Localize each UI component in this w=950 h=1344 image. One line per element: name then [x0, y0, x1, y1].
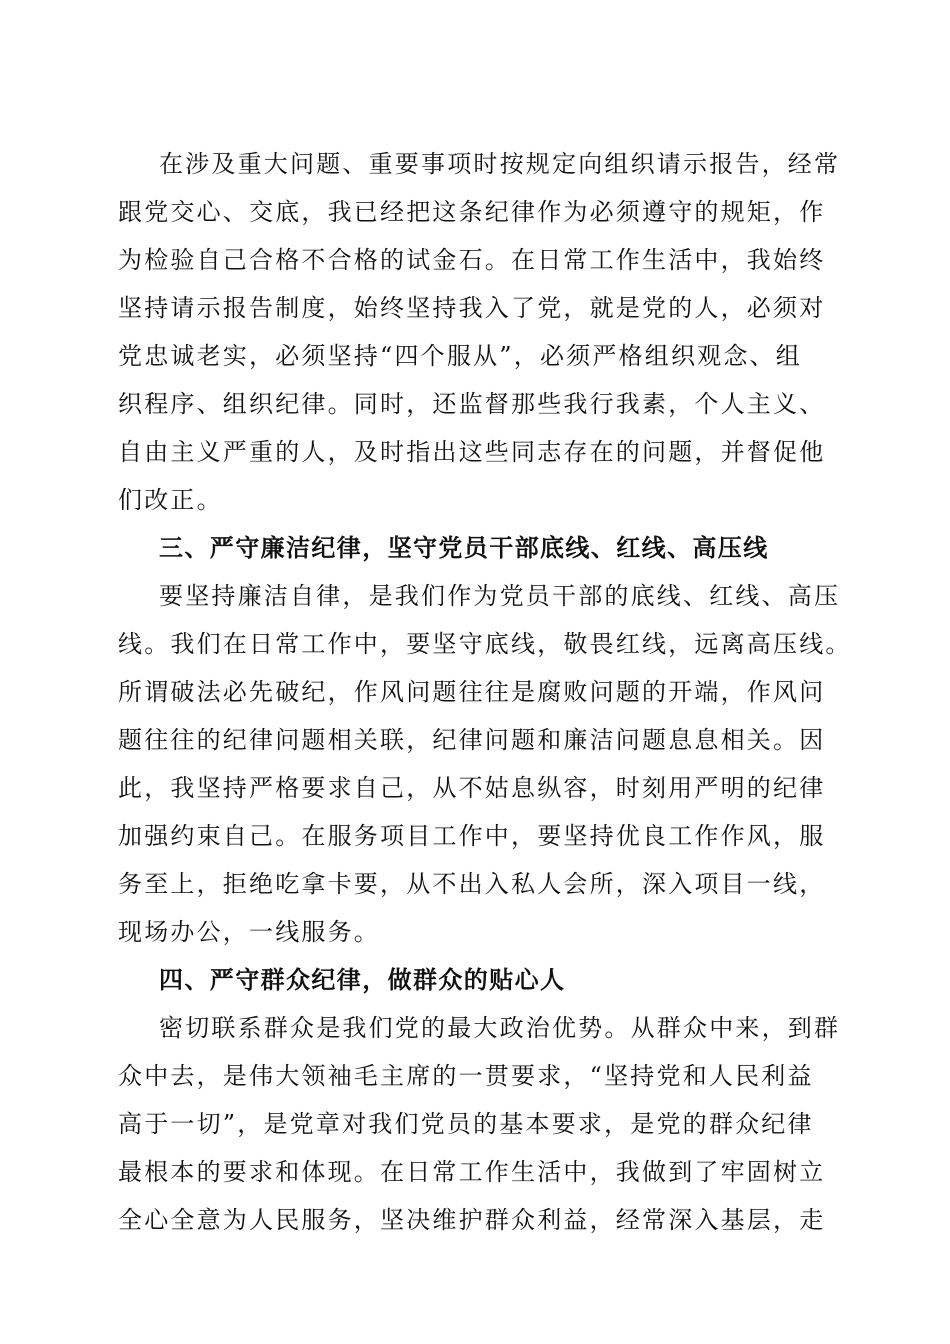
document-body	[118, 140, 852, 1244]
text-line: 最根本的要求和体现。在日常工作生活中，我做到了牢固树立	[118, 1158, 826, 1186]
section-heading-integrity-discipline: 三、严守廉洁纪律，坚守党员干部底线、红线、高压线	[159, 534, 769, 562]
paragraph-integrity-discipline	[118, 572, 852, 956]
text-line: 题往往的纪律问题相关联，纪律问题和廉洁问题息息相关。因	[118, 726, 826, 754]
paragraph-organization-discipline	[118, 140, 841, 524]
text-line: 线。我们在日常工作中，要坚守底线，敬畏红线，远离高压线。	[118, 630, 852, 658]
text-line: 为检验自己合格不合格的试金石。在日常工作生活中，我始终	[118, 246, 826, 274]
text-line: 坚持请示报告制度，始终坚持我入了党，就是党的人，必须对	[118, 294, 826, 322]
text-line: 众中去，是伟大领袖毛主席的一贯要求，“坚持党和人民利益	[118, 1062, 814, 1090]
text-line: 要坚持廉洁自律，是我们作为党员干部的底线、红线、高压	[159, 582, 841, 610]
text-line: 高于一切”，是党章对我们党员的基本要求，是党的群众纪律	[118, 1110, 814, 1138]
paragraph-mass-discipline	[118, 1004, 841, 1244]
text-line: 加强约束自己。在服务项目工作中，要坚持优良工作作风，服	[118, 822, 826, 850]
text-line: 密切联系群众是我们党的最大政治优势。从群众中来，到群	[159, 1014, 841, 1042]
text-line: 跟党交心、交底，我已经把这条纪律作为必须遵守的规矩，作	[118, 198, 826, 226]
text-line: 党忠诚老实，必须坚持“四个服从”，必须严格组织观念、组	[118, 342, 802, 370]
text-line: 全心全意为人民服务，坚决维护群众利益，经常深入基层，走	[118, 1206, 826, 1234]
text-line: 织程序、组织纪律。同时，还监督那些我行我素，个人主义、	[118, 390, 826, 418]
text-line: 此，我坚持严格要求自己，从不姑息纵容，时刻用严明的纪律	[118, 774, 826, 802]
text-line: 在涉及重大问题、重要事项时按规定向组织请示报告，经常	[159, 150, 841, 178]
text-line: 务至上，拒绝吃拿卡要，从不出入私人会所，深入项目一线，	[118, 870, 826, 898]
text-line: 现场办公，一线服务。	[118, 918, 380, 946]
text-line: 们改正。	[118, 486, 223, 514]
text-line: 自由主义严重的人，及时指出这些同志存在的问题，并督促他	[118, 438, 826, 466]
text-line: 所谓破法必先破纪，作风问题往往是腐败问题的开端，作风问	[118, 678, 826, 706]
section-heading-mass-discipline: 四、严守群众纪律，做群众的贴心人	[159, 966, 566, 994]
